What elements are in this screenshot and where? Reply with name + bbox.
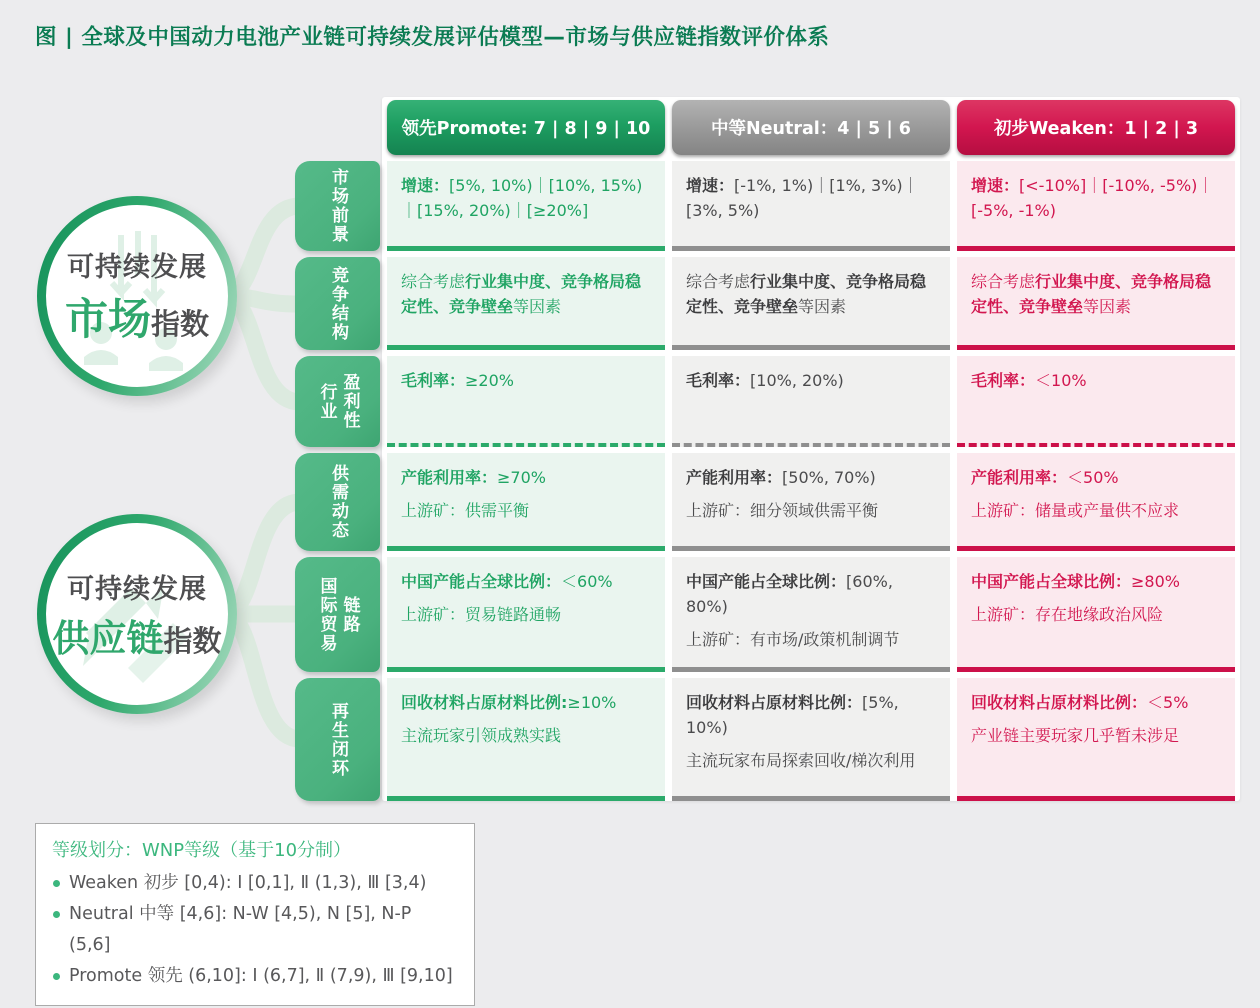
table-corner-spacer [295, 100, 380, 155]
cell-competition-promote: 综合考虑行业集中度、竞争格局稳定性、竞争壁垒等因素 [387, 257, 665, 350]
column-header-weaken: 初步Weaken：1 | 2 | 3 [957, 100, 1235, 155]
cell-international-trade-weaken: 中国产能占全球比例：≥80% 上游矿：存在地缘政治风险 [957, 557, 1235, 672]
row-tab-supply-demand: 供需动态 [295, 453, 380, 551]
cell-recycling-loop-promote: 回收材料占原材料比例:≥10% 主流玩家引领成熟实践 [387, 678, 665, 801]
column-header-neutral: 中等Neutral：4 | 5 | 6 [672, 100, 950, 155]
legend-list [52, 868, 458, 993]
cell-supply-demand-neutral: 产能利用率：[50%, 70%) 上游矿：细分领域供需平衡 [672, 453, 950, 551]
legend-item-3: Promote 领先 (6,10]: Ⅰ (6,7], Ⅱ (7,9), Ⅲ [9,10] [52, 961, 458, 992]
row-tab-profitability: 盈利性 行业 [295, 356, 380, 447]
cell-supply-demand-weaken: 产能利用率：＜50% 上游矿：储量或产量供不应求 [957, 453, 1235, 551]
evaluation-table [295, 100, 1235, 801]
cell-profitability-promote: 毛利率：≥20% [387, 356, 665, 447]
supply-chain-index-circle [37, 514, 237, 714]
circle-subtitle: 可持续发展 [67, 252, 207, 283]
cell-international-trade-neutral: 中国产能占全球比例：[60%, 80%) 上游矿：有市场/政策机制调节 [672, 557, 950, 672]
circle-title-emphasis: 供应链 [52, 616, 164, 660]
cell-market-outlook-promote: 增速：[5%, 10%)｜[10%, 15%)｜[15%, 20%)｜[≥20%] [387, 161, 665, 251]
cell-supply-demand-promote: 产能利用率：≥70% 上游矿：供需平衡 [387, 453, 665, 551]
page-title: 图 | 全球及中国动力电池产业链可持续发展评估模型—市场与供应链指数评价体系 [35, 25, 830, 50]
legend-item-1: Weaken 初步 [0,4): Ⅰ [0,1], Ⅱ (1,3), Ⅲ [3,4) [52, 868, 458, 899]
cell-recycling-loop-weaken: 回收材料占原材料比例：＜5% 产业链主要玩家几乎暂未涉足 [957, 678, 1235, 801]
cell-market-outlook-weaken: 增速：[<-10%]｜[-10%, -5%)｜[-5%, -1%) [957, 161, 1235, 251]
cell-competition-weaken: 综合考虑行业集中度、竞争格局稳定性、竞争壁垒等因素 [957, 257, 1235, 350]
legend-box [35, 823, 475, 1006]
column-header-promote: 领先Promote: 7 | 8 | 9 | 10 [387, 100, 665, 155]
cell-competition-neutral: 综合考虑行业集中度、竞争格局稳定性、竞争壁垒等因素 [672, 257, 950, 350]
cell-recycling-loop-neutral: 回收材料占原材料比例：[5%, 10%) 主流玩家布局探索回收/梯次利用 [672, 678, 950, 801]
circle-title [52, 608, 221, 662]
cell-profitability-weaken: 毛利率：＜10% [957, 356, 1235, 447]
cell-international-trade-promote: 中国产能占全球比例：＜60% 上游矿：贸易链路通畅 [387, 557, 665, 672]
market-index-circle [37, 196, 237, 396]
circle-subtitle: 可持续发展 [67, 573, 207, 605]
circle-title [65, 286, 209, 347]
row-tab-international-trade: 链路 国际贸易 [295, 557, 380, 672]
circle-title-suffix: 指数 [163, 623, 222, 658]
circle-title-emphasis: 市场 [64, 295, 151, 345]
row-tab-recycling-loop: 再生闭环 [295, 678, 380, 801]
cell-market-outlook-neutral: 增速：[-1%, 1%)｜[1%, 3%)｜[3%, 5%) [672, 161, 950, 251]
legend-item-2: Neutral 中等 [4,6]: N-W [4,5), N [5], N-P (5,6] [52, 899, 458, 961]
legend-title: 等级划分：WNP等级（基于10分制） [52, 840, 352, 861]
cell-profitability-neutral: 毛利率：[10%, 20%) [672, 356, 950, 447]
circle-title-suffix: 指数 [150, 307, 209, 341]
row-tab-market-outlook: 市场前景 [295, 161, 380, 251]
row-tab-competition: 竞争结构 [295, 257, 380, 350]
